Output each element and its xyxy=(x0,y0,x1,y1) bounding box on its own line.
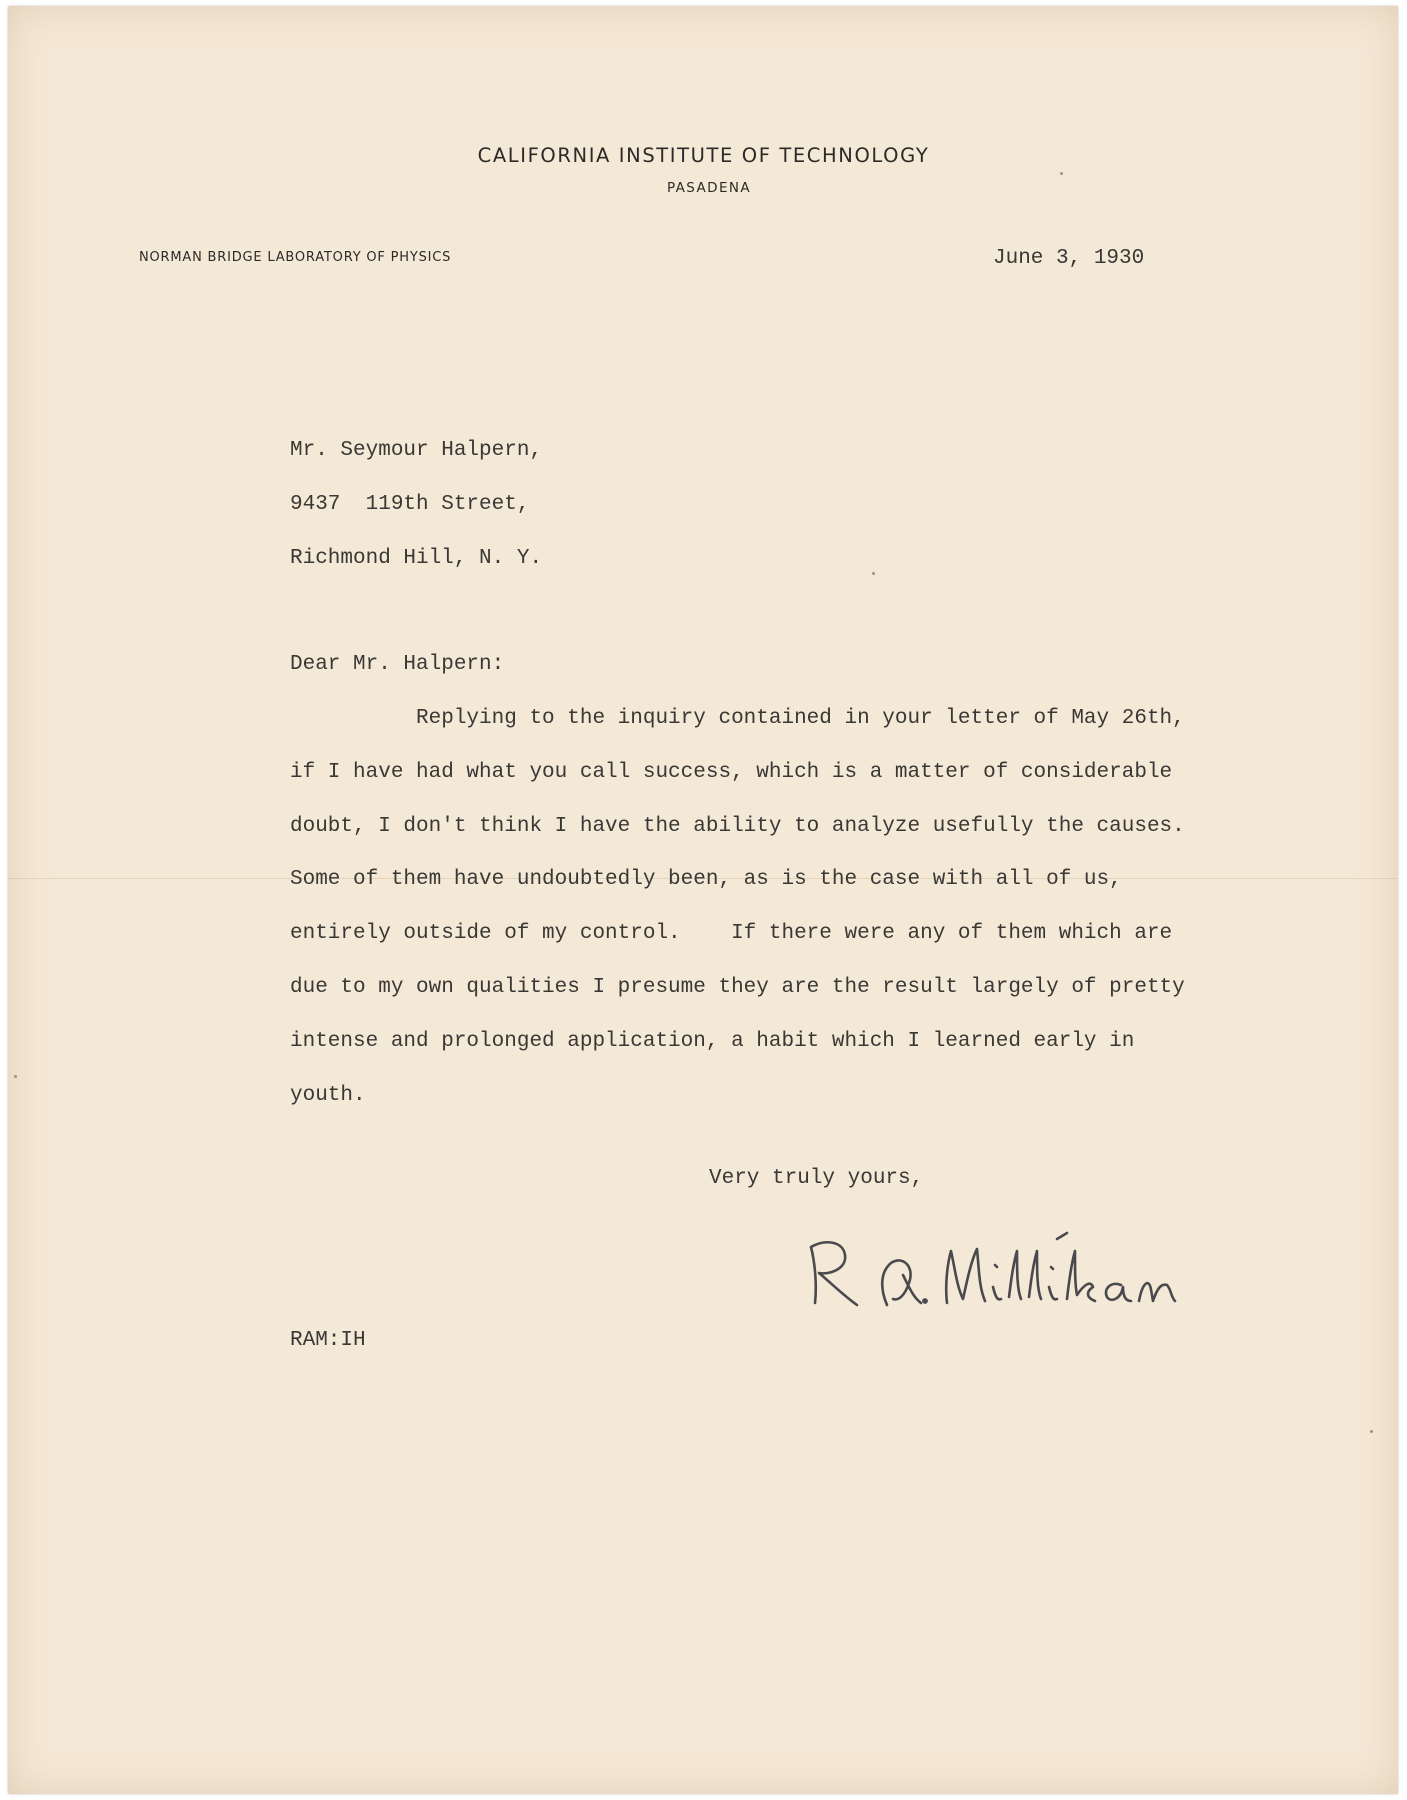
body-line: youth. xyxy=(290,1084,366,1107)
paper-speck xyxy=(1060,172,1063,175)
body-line: Replying to the inquiry contained in your letter of May 26th, xyxy=(290,707,1185,730)
closing: Very truly yours, xyxy=(709,1167,924,1190)
recipient-city: Richmond Hill, N. Y. xyxy=(290,547,543,570)
salutation: Dear Mr. Halpern: xyxy=(290,653,505,676)
recipient-name: Mr. Seymour Halpern, xyxy=(290,439,543,462)
body-line: due to my own qualities I presume they are the result largely of pretty xyxy=(290,976,1185,999)
letterhead-department: NORMAN BRIDGE LABORATORY OF PHYSICS xyxy=(139,250,452,265)
letter-date: June 3, 1930 xyxy=(993,247,1145,270)
letterhead-city: PASADENA xyxy=(666,180,752,196)
body-line: if I have had what you call success, which is a matter of considerable xyxy=(290,761,1173,784)
recipient-street: 9437 119th Street, xyxy=(290,493,530,516)
letter-page xyxy=(8,6,1398,1794)
paper-speck xyxy=(872,572,875,575)
typist-initials: RAM:IH xyxy=(290,1329,366,1352)
body-line: intense and prolonged application, a habit which I learned early in xyxy=(290,1030,1135,1053)
paper-speck xyxy=(1370,1430,1373,1433)
body-line: entirely outside of my control. If there were any of them which are xyxy=(290,922,1173,945)
paper-speck xyxy=(14,1075,17,1078)
handwritten-signature xyxy=(795,1225,1235,1315)
body-line: doubt, I don't think I have the ability to analyze usefully the causes. xyxy=(290,815,1185,838)
letterhead-institution: CALIFORNIA INSTITUTE OF TECHNOLOGY xyxy=(477,144,930,167)
body-line: Some of them have undoubtedly been, as is the case with all of us, xyxy=(290,868,1122,891)
